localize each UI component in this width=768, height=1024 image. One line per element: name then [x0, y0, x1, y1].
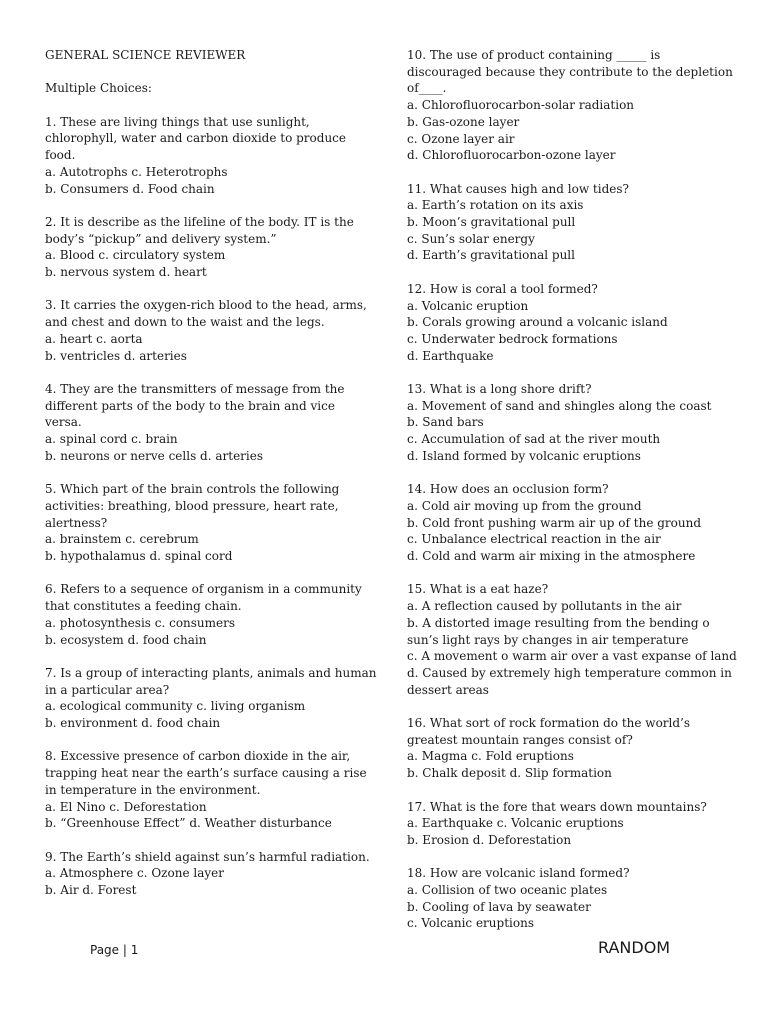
text-line: b. nervous system d. heart: [45, 265, 207, 280]
text-line: a. Movement of sand and shingles along the coast: [407, 398, 712, 413]
spacer: [407, 698, 727, 715]
text-line: 4. They are the transmitters of message from the: [45, 381, 345, 396]
spacer: [45, 281, 370, 298]
spacer: [45, 832, 370, 849]
text-line: a. Magma c. Fold eruptions: [407, 749, 574, 764]
text-line: in a particular area?: [45, 682, 170, 697]
left-column: [45, 47, 377, 899]
spacer: [45, 97, 370, 114]
text-line: a. Autotrophs c. Heterotrophs: [45, 164, 228, 179]
text-line: b. Air d. Forest: [45, 883, 137, 897]
text-line: b. hypothalamus d. spinal cord: [45, 549, 233, 563]
text-line: a. Earthquake c. Volcanic eruptions: [407, 816, 624, 831]
text-line: a. ecological community c. living organism: [45, 699, 306, 714]
text-line: d. Cold and warm air mixing in the atmosphere: [407, 549, 696, 564]
spacer: [45, 197, 370, 214]
text-line: b. Cooling of lava by seawater: [407, 899, 591, 914]
text-line: body’s “pickup” and delivery system.”: [45, 231, 277, 246]
text-line: 16. What sort of rock formation do the world’s: [407, 716, 691, 731]
text-line: c. Volcanic eruptions: [407, 916, 534, 931]
right-column: [407, 47, 737, 932]
spacer: [407, 264, 727, 281]
text-line: 8. Excessive presence of carbon dioxide in the air,: [45, 749, 351, 764]
text-line: versa.: [45, 415, 82, 430]
text-line: a. Atmosphere c. Ozone layer: [45, 866, 224, 881]
text-line: sun’s light rays by changes in air temperature: [407, 632, 689, 647]
text-line: 14. How does an occlusion form?: [407, 482, 609, 497]
text-line: a. Collision of two oceanic plates: [407, 883, 608, 898]
text-line: different parts of the body to the brain and vice: [45, 398, 335, 413]
text-line: dessert areas: [407, 682, 489, 697]
text-line: 17. What is the fore that wears down mountains?: [407, 799, 707, 814]
text-line: that constitutes a feeding chain.: [45, 599, 242, 614]
spacer: [407, 565, 727, 582]
spacer: [407, 465, 727, 482]
text-line: d. Earth’s gravitational pull: [407, 248, 575, 263]
text-line: 5. Which part of the brain controls the following: [45, 482, 340, 497]
text-line: 10. The use of product containing _____ is: [407, 48, 661, 62]
spacer: [407, 782, 727, 799]
text-line: GENERAL SCIENCE REVIEWER: [45, 48, 246, 62]
text-line: 1. These are living things that use sunlight,: [45, 114, 310, 129]
text-line: d. Chlorofluorocarbon-ozone layer: [407, 148, 616, 163]
text-line: d. Island formed by volcanic eruptions: [407, 448, 641, 463]
spacer: [45, 64, 370, 81]
text-line: b. ecosystem d. food chain: [45, 632, 207, 647]
text-line: 3. It carries the oxygen-rich blood to the head, arms,: [45, 298, 367, 313]
text-line: 9. The Earth’s shield against sun’s harmful radiation.: [45, 849, 370, 864]
text-line: 12. How is coral a tool formed?: [407, 281, 598, 296]
text-line: d. Earthquake: [407, 348, 494, 363]
text-line: c. Underwater bedrock formations: [407, 331, 618, 346]
text-line: a. Earth’s rotation on its axis: [407, 198, 584, 213]
text-line: a. El Nino c. Deforestation: [45, 799, 207, 814]
text-line: 15. What is a eat haze?: [407, 582, 549, 597]
text-line: 11. What causes high and low tides?: [407, 181, 629, 196]
text-line: in temperature in the environment.: [45, 782, 261, 797]
text-line: c. Sun’s solar energy: [407, 231, 535, 246]
text-line: a. photosynthesis c. consumers: [45, 615, 236, 630]
text-line: activities: breathing, blood pressure, heart rate,: [45, 498, 339, 513]
text-line: c. Ozone layer air: [407, 131, 515, 146]
text-line: c. Accumulation of sad at the river mouth: [407, 432, 661, 447]
spacer: [45, 565, 370, 582]
text-line: chlorophyll, water and carbon dioxide to produce: [45, 131, 346, 146]
text-line: of____.: [407, 81, 447, 96]
spacer: [45, 465, 370, 482]
text-line: d. Caused by extremely high temperature common in: [407, 665, 732, 680]
text-line: 2. It is describe as the lifeline of the body. IT is the: [45, 214, 354, 229]
text-line: a. Volcanic eruption: [407, 298, 529, 313]
text-line: 13. What is a long shore drift?: [407, 382, 592, 397]
text-line: food.: [45, 148, 76, 163]
text-line: c. A movement o warm air over a vast expanse of land: [407, 649, 737, 664]
text-line: a. Cold air moving up from the ground: [407, 498, 642, 513]
text-line: b. Sand bars: [407, 415, 484, 430]
text-line: b. Consumers d. Food chain: [45, 181, 215, 196]
text-line: discouraged because they contribute to the depletion: [407, 64, 733, 79]
text-line: 6. Refers to a sequence of organism in a community: [45, 582, 362, 597]
text-line: c. Unbalance electrical reaction in the air: [407, 532, 661, 547]
text-line: trapping heat near the earth’s surface causing a rise: [45, 766, 367, 781]
text-line: b. environment d. food chain: [45, 716, 221, 730]
text-line: b. A distorted image resulting from the bending o: [407, 615, 710, 630]
text-line: b. Cold front pushing warm air up of the ground: [407, 515, 702, 530]
text-line: a. A reflection caused by pollutants in the air: [407, 599, 682, 614]
footer-random-label: RANDOM: [598, 938, 671, 957]
spacer: [407, 364, 727, 381]
spacer: [45, 648, 370, 665]
text-line: a. spinal cord c. brain: [45, 432, 178, 447]
text-line: b. Chalk deposit d. Slip formation: [407, 766, 612, 781]
text-line: Multiple Choices:: [45, 81, 152, 96]
spacer: [45, 364, 370, 381]
text-line: b. Moon’s gravitational pull: [407, 215, 576, 230]
text-line: a. Chlorofluorocarbon-solar radiation: [407, 98, 635, 113]
text-line: 7. Is a group of interacting plants, animals and human: [45, 665, 377, 680]
text-line: b. ventricles d. arteries: [45, 348, 187, 363]
text-line: a. Blood c. circulatory system: [45, 248, 226, 263]
text-line: and chest and down to the waist and the legs.: [45, 315, 325, 330]
text-line: b. Gas-ozone layer: [407, 114, 520, 129]
spacer: [45, 732, 370, 749]
page-number: Page | 1: [90, 943, 139, 957]
text-line: greatest mountain ranges consist of?: [407, 732, 633, 747]
text-line: b. neurons or nerve cells d. arteries: [45, 448, 263, 463]
text-line: a. brainstem c. cerebrum: [45, 532, 199, 547]
text-line: a. heart c. aorta: [45, 331, 143, 346]
text-line: alertness?: [45, 515, 108, 530]
text-line: b. Corals growing around a volcanic island: [407, 315, 668, 330]
spacer: [407, 849, 727, 866]
text-line: b. “Greenhouse Effect” d. Weather disturbance: [45, 816, 332, 831]
text-line: 18. How are volcanic island formed?: [407, 866, 630, 881]
spacer: [407, 164, 727, 181]
text-line: b. Erosion d. Deforestation: [407, 832, 572, 847]
